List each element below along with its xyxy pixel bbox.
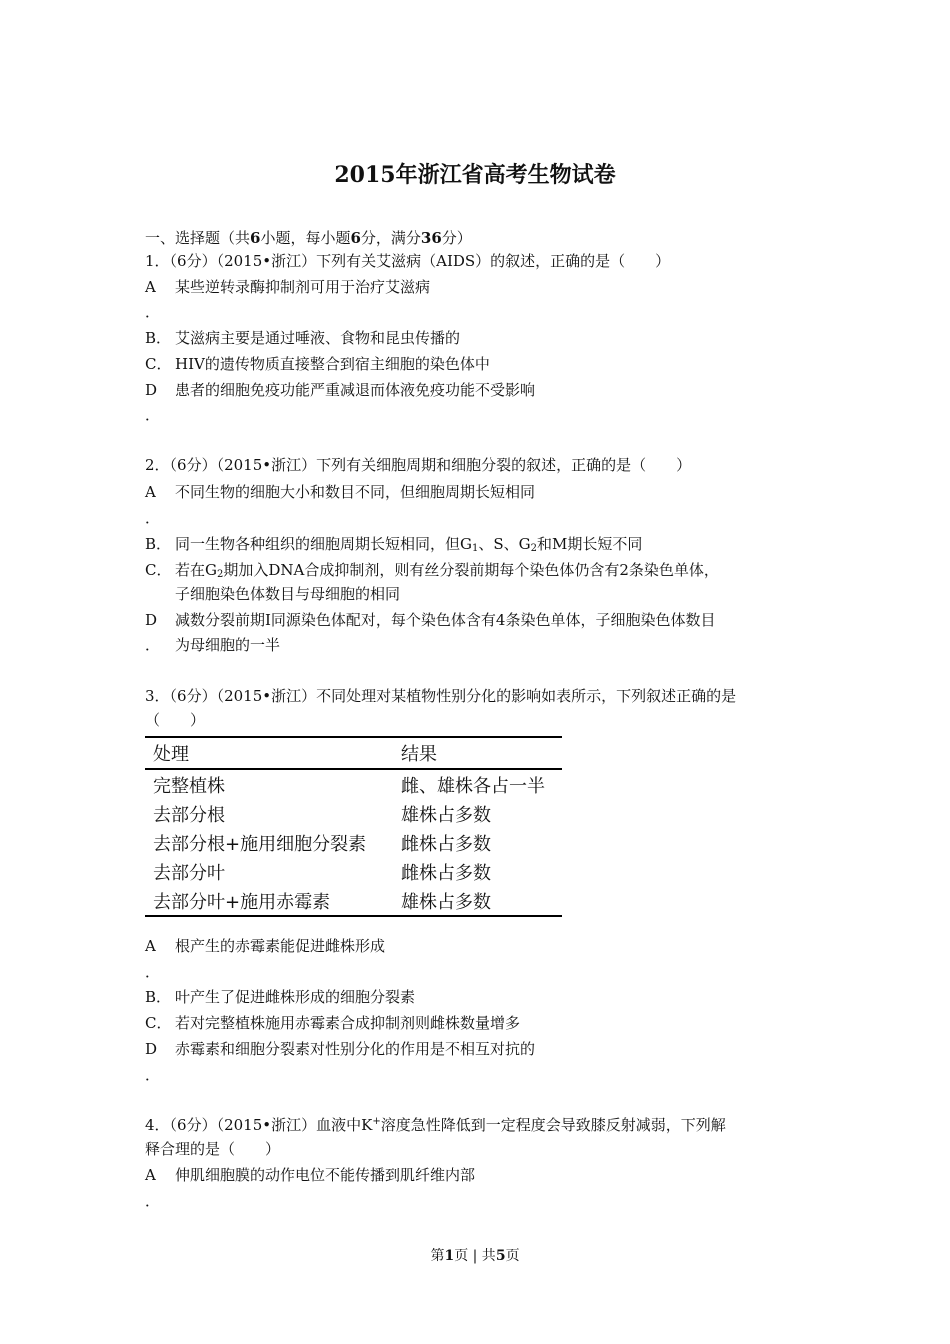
q1-option-c-label: C． — [145, 355, 172, 373]
question-1-stem: 1．（6分）（2015•浙江）下列有关艾滋病（AIDS）的叙述，正确的是（ ） — [145, 252, 671, 270]
q4-option-a: 伸肌细胞膜的动作电位不能传播到肌纤维内部 — [175, 1166, 476, 1184]
q2-option-c-label: C． — [145, 561, 172, 579]
table-cell: 雄株占多数 — [401, 891, 491, 913]
q2-option-b: 同一生物各种组织的细胞周期长短相同，但$G_1$、S、$G_2$和M期长短不同 — [175, 535, 643, 554]
header-treatment: 处理 — [153, 744, 189, 765]
q2-option-c-line2: 子细胞染色体数目与母细胞的相同 — [175, 585, 401, 603]
q4-option-a-dot: ． — [145, 1192, 161, 1210]
q3-option-d: 赤霉素和细胞分裂素对性别分化的作用是不相互对抗的 — [175, 1040, 536, 1058]
table-row — [145, 799, 562, 828]
q4-option-a-label: A — [145, 1166, 156, 1184]
table-cell: 去部分叶+施用赤霉素 — [153, 891, 331, 913]
page-footer: 第1页 | 共5页 — [430, 1248, 520, 1264]
treatment-result-table — [145, 736, 562, 917]
q2-option-d-label: D — [145, 611, 158, 629]
question-4-stem: 4．（6分）（2015•浙江）血液中K+溶度急性降低到一定程度会导致膝反射减弱，下列解 — [145, 1116, 726, 1134]
q1-option-d-label: D — [145, 381, 158, 399]
q1-option-b: 艾滋病主要是通过唾液、食物和昆虫传播的 — [175, 329, 461, 347]
q2-option-d: 减数分裂前期Ⅰ同源染色体配对，每个染色体含有4条染色单体，子细胞染色体数目 — [175, 611, 716, 629]
q2-option-a-dot: ． — [145, 509, 161, 527]
q2-option-b-label: B． — [145, 535, 172, 553]
q1-option-a-dot: ． — [145, 303, 161, 321]
question-4-stem-line2: 释合理的是（ ） — [145, 1140, 281, 1158]
table-cell: 雌株占多数 — [401, 862, 491, 884]
page-title: 2015年浙江省高考生物试卷 — [334, 162, 616, 188]
table-cell: 去部分根+施用细胞分裂素 — [153, 833, 367, 855]
table-cell: 雌、雄株各占一半 — [401, 775, 545, 797]
q1-option-a-label: A — [145, 278, 156, 296]
table-cell: 雄株占多数 — [401, 804, 491, 826]
q1-option-a: 某些逆转录酶抑制剂可用于治疗艾滋病 — [175, 278, 431, 296]
section-heading: 一、选择题（共6小题，每小题6分，满分36分） — [145, 229, 472, 247]
q1-option-c: HIV的遗传物质直接整合到宿主细胞的染色体中 — [175, 355, 490, 373]
q3-option-d-dot: ． — [145, 1066, 161, 1084]
question-3-stem-line2: （ ） — [145, 711, 206, 729]
q3-option-c-label: C． — [145, 1014, 172, 1032]
question-2-stem: 2．（6分）（2015•浙江）下列有关细胞周期和细胞分裂的叙述，正确的是（ ） — [145, 456, 692, 474]
table-row — [145, 857, 562, 886]
q3-option-a: 根产生的赤霉素能促进雌株形成 — [175, 937, 386, 955]
q2-option-a: 不同生物的细胞大小和数目不同，但细胞周期长短相同 — [175, 483, 536, 501]
q1-option-d: 患者的细胞免疫功能严重减退而体液免疫功能不受影响 — [175, 381, 536, 399]
table-header-row — [145, 737, 562, 769]
table-cell: 雌株占多数 — [401, 833, 491, 855]
table-row — [145, 828, 562, 857]
q2-option-c: 若在$G_2$期加入DNA合成抑制剂，则有丝分裂前期每个染色体仍含有2条染色单体， — [175, 561, 719, 580]
q1-option-d-dot: ． — [145, 406, 161, 424]
q3-option-c: 若对完整植株施用赤霉素合成抑制剂则雌株数量增多 — [175, 1014, 521, 1032]
q3-option-b: 叶产生了促进雌株形成的细胞分裂素 — [175, 988, 416, 1006]
table-cell: 去部分根 — [153, 804, 225, 826]
q3-option-a-dot: ． — [145, 963, 161, 981]
q2-option-d-line2: 为母细胞的一半 — [175, 636, 281, 654]
q3-option-d-label: D — [145, 1040, 158, 1058]
table-row — [145, 886, 562, 916]
header-result: 结果 — [401, 744, 437, 765]
q2-option-d-dot: ． — [145, 636, 161, 654]
q1-option-b-label: B． — [145, 329, 172, 347]
q2-option-a-label: A — [145, 483, 156, 501]
q3-option-b-label: B． — [145, 988, 172, 1006]
table-row — [145, 769, 562, 799]
question-3-stem: 3．（6分）（2015•浙江）不同处理对某植物性别分化的影响如表所示，下列叙述正确的是 — [145, 687, 737, 705]
q3-option-a-label: A — [145, 937, 156, 955]
table-cell: 去部分叶 — [153, 862, 225, 884]
table-cell: 完整植株 — [153, 775, 225, 797]
